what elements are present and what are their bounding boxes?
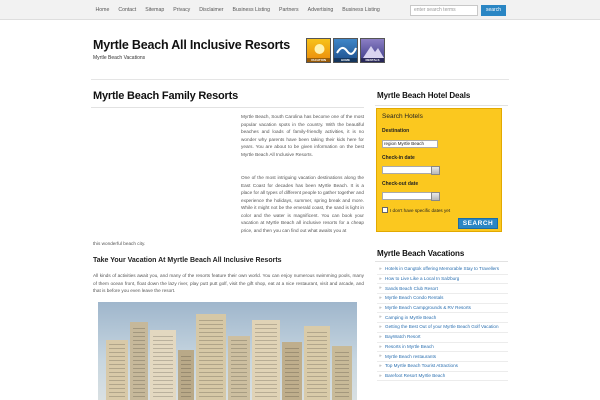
article-subheading: Take Your Vacation At Myrtle Beach All Inclusive Resorts <box>93 257 282 264</box>
article-image-placeholder <box>93 113 232 241</box>
list-item[interactable]: » Resorts in Myrtle Beach <box>377 343 508 353</box>
home-tile[interactable] <box>333 38 358 63</box>
building <box>150 330 176 400</box>
building <box>282 342 302 400</box>
vacations-heading: Myrtle Beach Vacations <box>377 249 465 258</box>
article-paragraph-1: Myrtle Beach, South Carolina has become one of the most popular vacation spots in the country. With the beautiful beaches and loads of family-friendly activities, it is no wonder why parents have been taking their kids here for years. You are about to be given information on the best Myrtle Beach All Inclusive Resorts. <box>241 114 364 157</box>
nav-home[interactable]: Home <box>95 7 110 13</box>
article-paragraph-3: All kinds of activities await you, and many of the resorts feature their own world. You can enjoy numerous swimming pools, many of them ocean front, float down the lazy river, play putt putt golf, visit the gift shop, eat at a nice restaurant, visit and arcade, and that is before you even leave the resort. <box>93 273 364 294</box>
destination-label: Destination <box>382 128 410 134</box>
list-item[interactable]: » BayWatch Resort <box>377 333 508 343</box>
building <box>304 326 330 400</box>
top-nav <box>91 0 384 20</box>
destination-field[interactable]: region Myrtle Beach <box>382 140 438 148</box>
search-button[interactable]: search <box>481 5 506 16</box>
building <box>252 320 280 400</box>
article-paragraph-2: One of the most intriguing vacation destinations along the East Coast for decades has been Myrtle Beach. It is a place for all types of different people to gather together and experience the holidays, summer, spring break and more. While it might not be the emerald coast, the sand is light in color and the water is magnificent. You can book your vacation at Myrtle Beach all inclusive resorts for a cheap price, and then you can find out what awaits you at <box>241 175 364 233</box>
list-item[interactable]: » Myrtle Beach Condo Rentals <box>377 294 508 304</box>
nav-privacy[interactable]: Privacy <box>173 7 191 13</box>
nav-advertising[interactable]: Advertising <box>307 7 334 13</box>
calendar-icon[interactable] <box>431 166 440 175</box>
building <box>228 336 250 400</box>
hotel-deals-heading: Myrtle Beach Hotel Deals <box>377 91 471 100</box>
title-divider <box>91 107 364 108</box>
vacations-list <box>377 265 508 381</box>
vacation-tile[interactable] <box>306 38 331 63</box>
checkin-field[interactable] <box>382 166 436 174</box>
nav-sitemap[interactable]: Sitemap <box>145 7 165 13</box>
top-nav-bar <box>0 0 600 20</box>
building <box>332 346 352 400</box>
vacation-tile-label: VACATION <box>307 58 330 62</box>
checkout-field[interactable] <box>382 192 436 200</box>
list-item[interactable]: » How to Live Like a Local In Salzburg <box>377 275 508 285</box>
list-item[interactable]: » Camping in Myrtle Beach <box>377 313 508 323</box>
resort-photo <box>98 302 357 400</box>
list-item[interactable]: » Top Myrtle Beach Tourist Attractions <box>377 362 508 372</box>
building <box>178 350 194 400</box>
list-item[interactable]: » Myrtle Beach Campgrounds & RV Resorts <box>377 304 508 314</box>
page-title: Myrtle Beach Family Resorts <box>93 90 238 102</box>
rentals-tile[interactable] <box>360 38 385 63</box>
calendar-icon[interactable] <box>431 192 440 201</box>
hotel-search-button[interactable]: SEARCH <box>458 218 498 229</box>
site-title[interactable]: Myrtle Beach All Inclusive Resorts <box>93 38 290 52</box>
article-paragraph-2-tail: this wonderful beach city. <box>93 241 146 246</box>
nav-business-listing[interactable]: Business Listing <box>232 7 270 13</box>
rentals-tile-label: RENTALS <box>361 58 384 62</box>
sidebar-divider <box>375 105 508 106</box>
sidebar-divider <box>375 261 508 262</box>
home-tile-label: HOME <box>334 58 357 62</box>
list-item[interactable]: » Sands Beach Club Resort <box>377 284 508 294</box>
site-tagline: Myrtle Beach Vacations <box>93 55 146 61</box>
header-banner[interactable] <box>306 38 385 63</box>
checkin-label: Check-in date <box>382 155 415 161</box>
checkout-label: Check-out date <box>382 181 419 187</box>
nav-contact[interactable]: Contact <box>118 7 137 13</box>
header-divider <box>91 79 509 80</box>
list-item[interactable]: » Getting the Best Out of your Myrtle Beach Golf Vacation <box>377 323 508 333</box>
nav-business-listing-2[interactable]: Business Listing <box>342 7 380 13</box>
widget-title: Search Hotels <box>382 113 423 120</box>
no-dates-checkbox[interactable] <box>382 207 388 213</box>
search-input[interactable]: enter search terms <box>410 5 478 16</box>
hotel-search-widget <box>376 108 502 232</box>
list-item[interactable]: » Hotels in Gangtok offering Memorable Stay to Travellers <box>377 265 508 275</box>
list-item[interactable]: » Myrtle Beach restaurants <box>377 352 508 362</box>
list-item[interactable]: » Barefoot Resort Myrtle Beach <box>377 372 508 382</box>
no-dates-label: I don't have specific dates yet <box>390 208 451 213</box>
building <box>106 340 128 400</box>
nav-partners[interactable]: Partners <box>279 7 299 13</box>
building <box>130 322 148 400</box>
building <box>196 314 226 400</box>
nav-disclaimer[interactable]: Disclaimer <box>199 7 224 13</box>
